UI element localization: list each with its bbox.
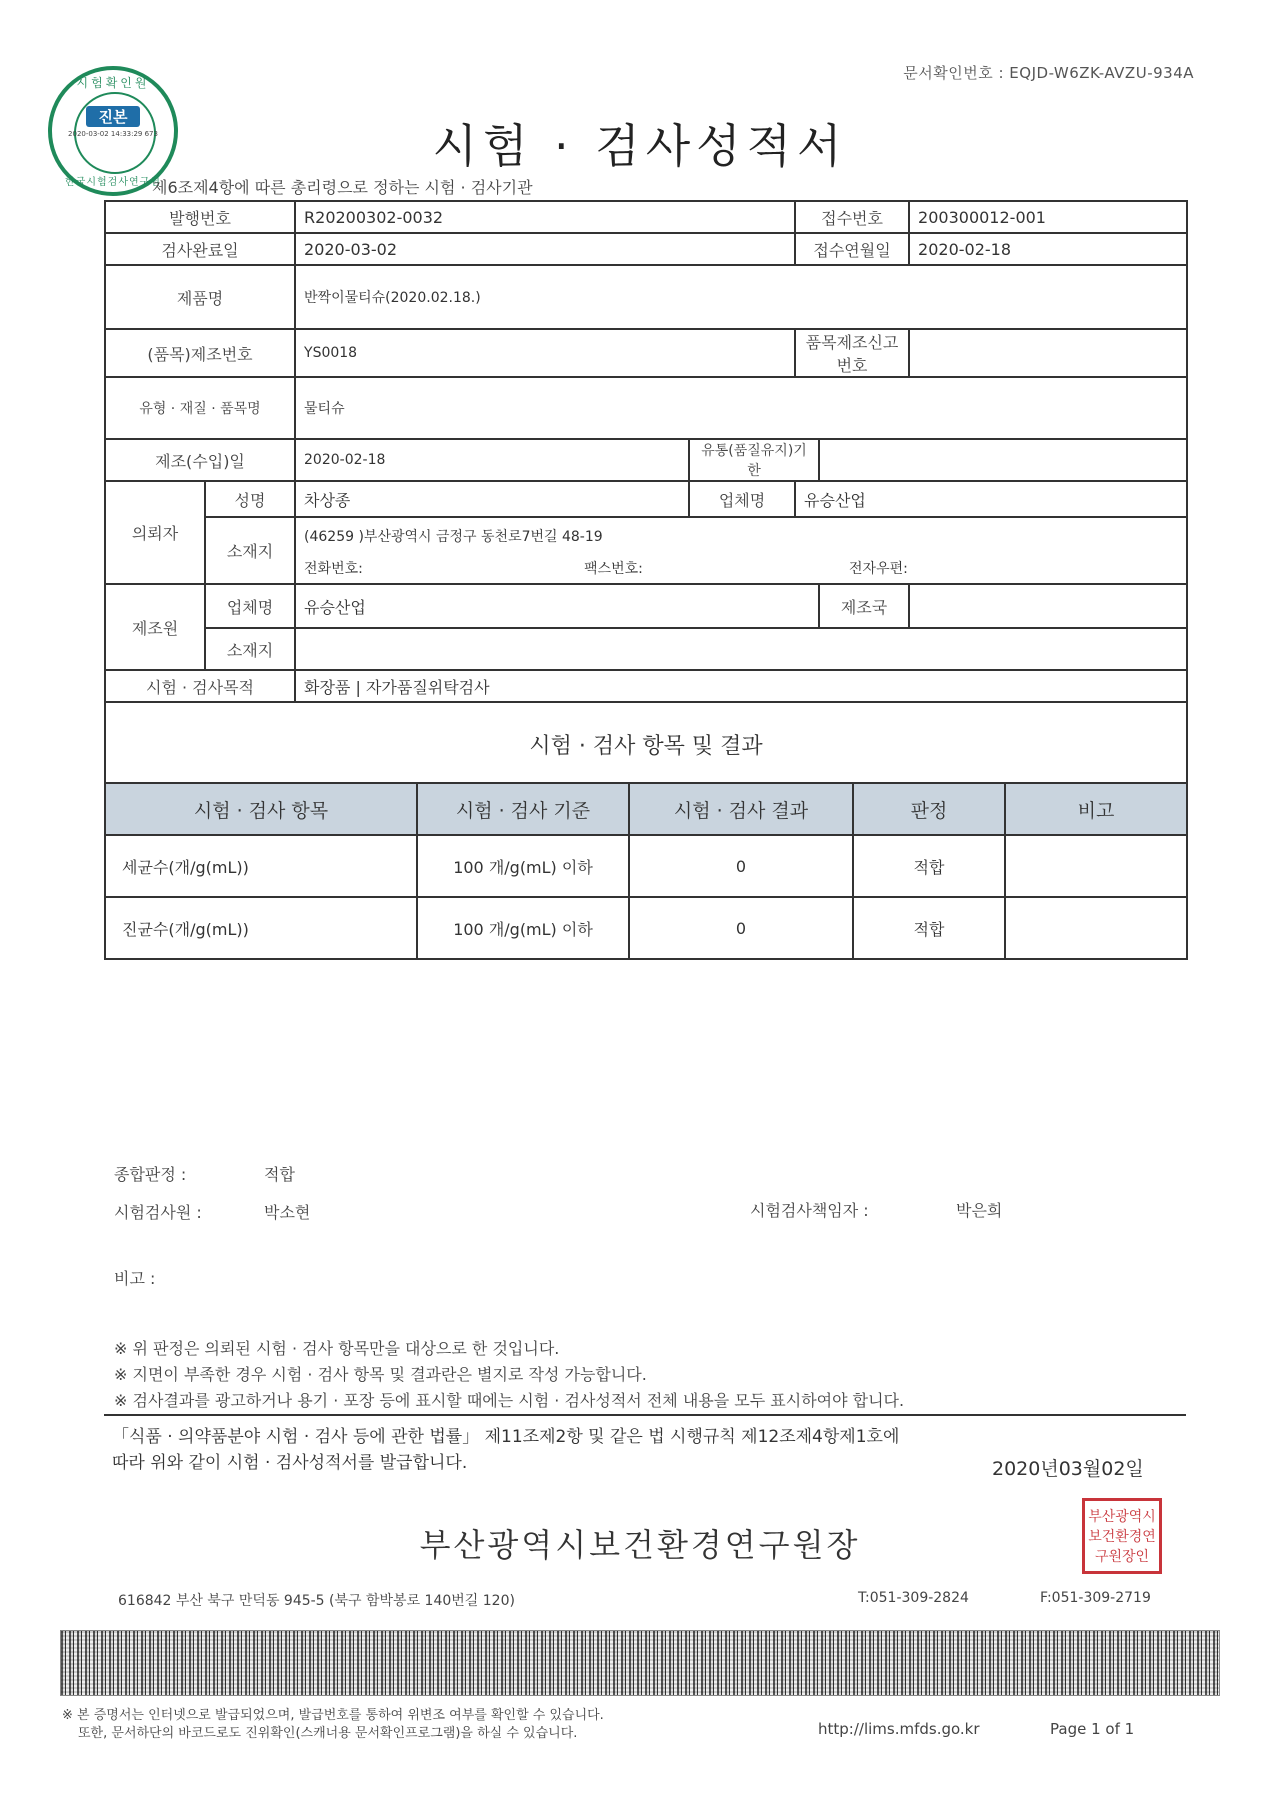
row-remark [1005,835,1187,897]
client-address: (46259 )부산광역시 금정구 동천로7번길 48-19 [295,517,1187,553]
receipt-no: 200300012-001 [909,201,1187,233]
country-label: 제조국 [819,584,909,628]
mfg-date-label: 제조(수입)일 [105,439,295,481]
page-subtitle: 제6조제4항에 따른 총리령으로 정하는 시험 · 검사기관 [152,178,533,197]
client-name: 차상종 [295,481,689,517]
footer-note-1: ※ 본 증명서는 인터넷으로 발급되었으며, 발급번호를 통하여 위변조 여부를 확인할 수 있습니다. [62,1708,604,1723]
seal-top-text: 시험확인원 [76,76,150,90]
client-company-label: 업체명 [689,481,795,517]
client-label: 의뢰자 [105,481,205,584]
manager-label: 시험검사책임자 : [750,1201,869,1220]
mfg-no: YS0018 [295,329,795,377]
header-result: 시험 · 검사 결과 [629,783,853,835]
row-result: 0 [629,835,853,897]
complete-date: 2020-03-02 [295,233,795,265]
report-no-label: 품목제조신고번호 [795,329,909,377]
page-number: Page 1 of 1 [1050,1720,1135,1738]
note-3: ※ 검사결과를 광고하거나 용기 · 포장 등에 표시할 때에는 시험 · 검사성적서 전체 내용을 모두 표시하여야 합니다. [114,1391,905,1410]
expiry-value [819,439,1187,481]
country-value [909,584,1187,628]
footer-note-2: 또한, 문서하단의 바코드로도 진위확인(스캐너용 문서확인프로그램)을 하실 수 있습니다. [78,1726,578,1741]
report-no [909,329,1187,377]
phone-label: 전화번호: [304,561,363,577]
row-item: 진균수(개/g(mL)) [105,897,417,959]
client-company: 유승산업 [795,481,1187,517]
header-item: 시험 · 검사 항목 [105,783,417,835]
purpose-label: 시험 · 검사목적 [105,670,295,702]
seal-badge: 진본 [86,106,140,127]
tester-name: 박소현 [264,1203,311,1222]
mfg-date: 2020-02-18 [295,439,689,481]
fax-label: 팩스번호: [584,561,643,577]
complete-date-label: 검사완료일 [105,233,295,265]
header-remark: 비고 [1005,783,1187,835]
row-judgement: 적합 [853,897,1005,959]
receipt-date: 2020-02-18 [909,233,1187,265]
issue-no: R20200302-0032 [295,201,795,233]
maker-label: 제조원 [105,584,205,670]
maker-company-label: 업체명 [205,584,295,628]
row-standard: 100 개/g(mL) 이하 [417,897,629,959]
maker-address-label: 소재지 [205,628,295,670]
product-label: 제품명 [105,265,295,329]
overall-label: 종합판정 : [114,1165,187,1184]
divider [104,1414,1186,1416]
remark-label: 비고 : [114,1269,156,1288]
info-table [104,200,1188,787]
legal-text-2: 따라 위와 같이 시험 · 검사성적서를 발급합니다. [112,1453,468,1473]
page-title: 시험 · 검사성적서 [432,119,848,173]
issuer-name: 부산광역시보건환경연구원장 [419,1526,861,1564]
client-name-label: 성명 [205,481,295,517]
row-result: 0 [629,897,853,959]
seal-date: 2020-03-02 14:33:29 673 [68,130,158,138]
footer-tel: T:051-309-2824 [858,1590,969,1606]
manager-name: 박은희 [956,1201,1003,1220]
note-2: ※ 지면이 부족한 경우 시험 · 검사 항목 및 결과란은 별지로 작성 가능합니다. [114,1365,647,1384]
row-standard: 100 개/g(mL) 이하 [417,835,629,897]
verification-barcode [60,1630,1220,1696]
type-label: 유형 · 재질 · 품목명 [105,377,295,439]
client-contact-row [295,553,1187,584]
receipt-no-label: 접수번호 [795,201,909,233]
row-item: 세균수(개/g(mL)) [105,835,417,897]
seal-bottom-text: 한국시험검사연구원 [65,177,161,188]
mfg-no-label: (품목)제조번호 [105,329,295,377]
document-check-number: 문서확인번호 : EQJD-W6ZK-AVZU-934A [903,64,1194,82]
tester-label: 시험검사원 : [114,1203,202,1222]
footer-address: 616842 부산 북구 만덕동 945-5 (북구 함박봉로 140번길 120) [118,1593,515,1609]
results-table [104,782,1188,960]
purpose-value: 화장품 | 자가품질위탁검사 [295,670,1187,702]
issue-no-label: 발행번호 [105,201,295,233]
maker-address [295,628,1187,670]
expiry-label: 유통(품질유지)기한 [689,439,819,481]
type-value: 물티슈 [295,377,1187,439]
table-row [105,835,1187,897]
section-title: 시험 · 검사 항목 및 결과 [105,702,1187,786]
header-standard: 시험 · 검사 기준 [417,783,629,835]
row-judgement: 적합 [853,835,1005,897]
official-red-seal: 부산광역시보건환경연구원장인 [1082,1498,1162,1574]
footer-fax: F:051-309-2719 [1040,1590,1151,1606]
header-judgement: 판정 [853,783,1005,835]
note-1: ※ 위 판정은 의뢰된 시험 · 검사 항목만을 대상으로 한 것입니다. [114,1339,560,1358]
legal-text-1: 「식품 · 의약품분야 시험 · 검사 등에 관한 법률」 제11조제2항 및 같은 법 시행규칙 제12조제4항제1호에 [112,1427,900,1447]
table-row [105,897,1187,959]
row-remark [1005,897,1187,959]
email-label: 전자우편: [849,561,908,577]
issue-date: 2020년03월02일 [992,1458,1144,1480]
overall-value: 적합 [264,1165,295,1184]
maker-company: 유승산업 [295,584,819,628]
receipt-date-label: 접수연월일 [795,233,909,265]
footer-url: http://lims.mfds.go.kr [818,1720,980,1738]
product-name: 반짝이물티슈(2020.02.18.) [295,265,1187,329]
client-address-label: 소재지 [205,517,295,584]
